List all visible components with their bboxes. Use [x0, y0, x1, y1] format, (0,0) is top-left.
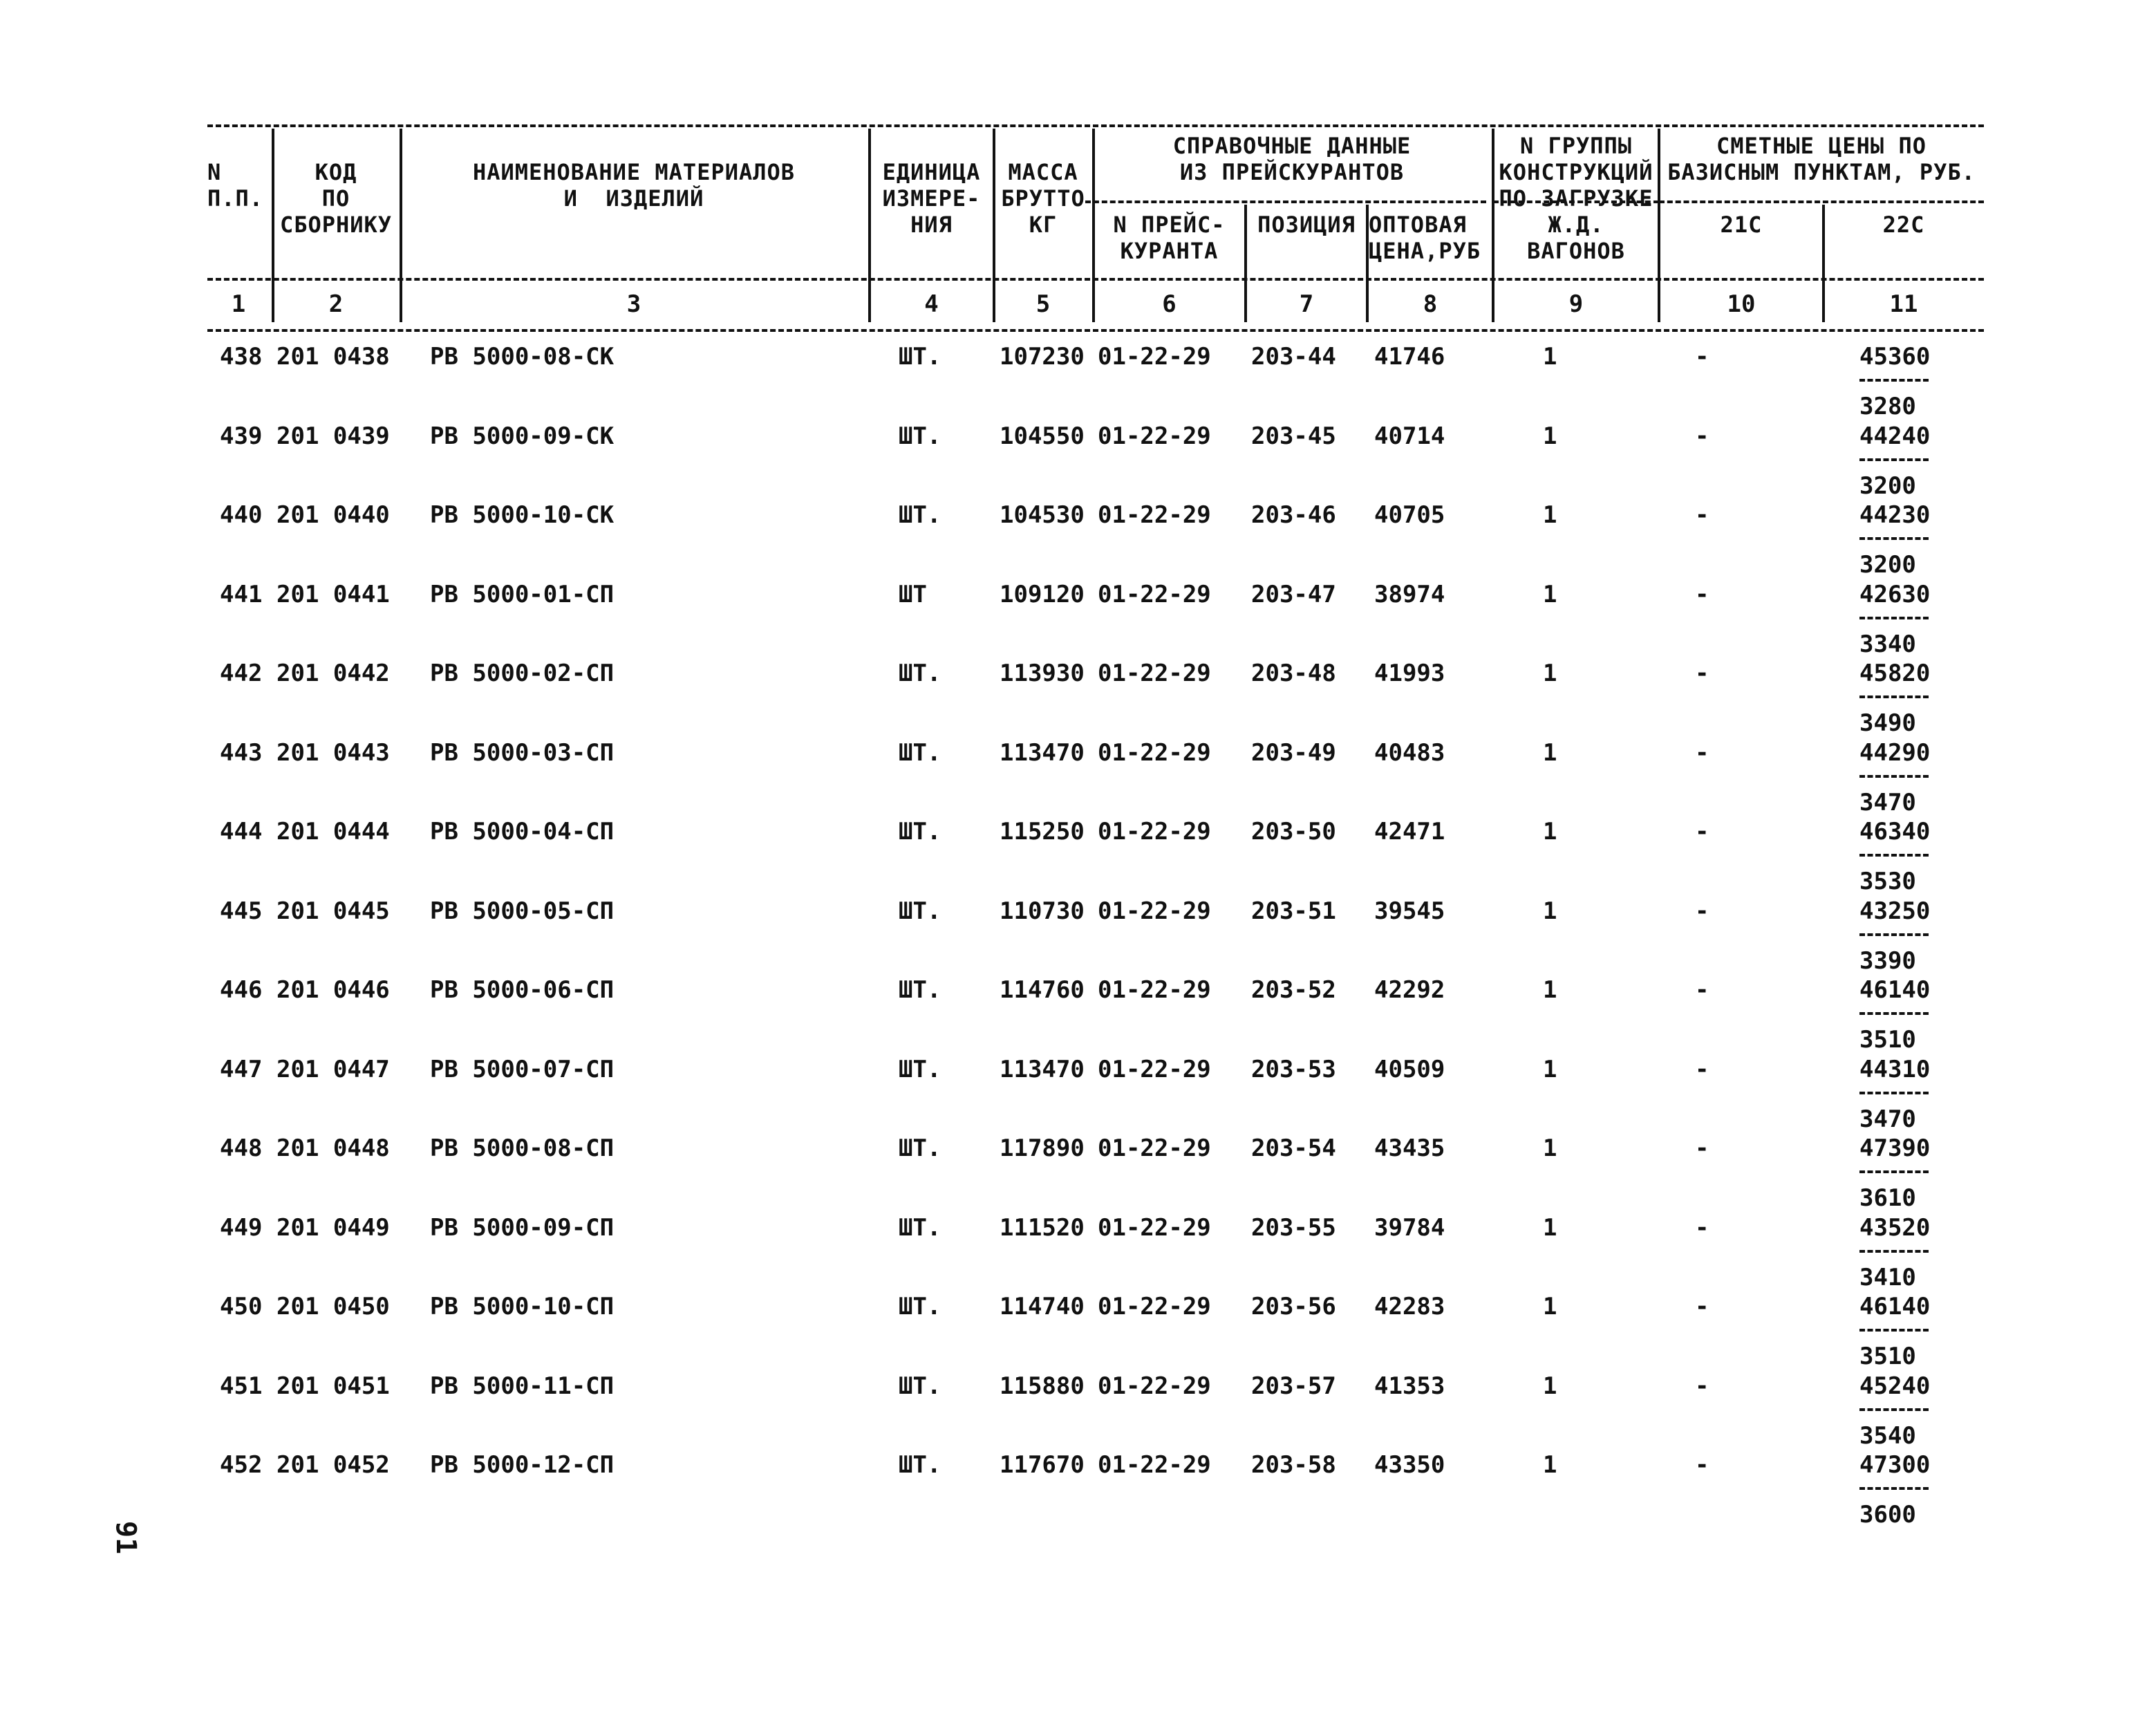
row-name: РВ 5000-06-СП [430, 976, 615, 1004]
row-price-22c-transport: 3540 [1859, 1421, 1916, 1450]
row-name: РВ 5000-10-СП [430, 1293, 615, 1320]
row-unit: ШТ. [899, 660, 941, 687]
row-group: 1 [1543, 976, 1557, 1004]
row-number: 446 [220, 976, 263, 1004]
row-number: 451 [220, 1372, 263, 1400]
row-price-22c-transport: 3200 [1859, 551, 1916, 579]
row-position: 203-52 [1251, 976, 1336, 1004]
row-group: 1 [1543, 1372, 1557, 1400]
row-price-22c: 43250 [1859, 897, 1931, 925]
row-code: 201 0442 [276, 660, 390, 687]
row-price-21c: - [1695, 976, 1709, 1004]
row-pricelist: 01-22-29 [1098, 660, 1211, 687]
row-position: 203-57 [1251, 1372, 1336, 1400]
row-pricelist: 01-22-29 [1098, 1451, 1211, 1479]
row-wholesale: 38974 [1374, 580, 1445, 608]
colnum-4: 4 [924, 290, 939, 318]
row-code: 201 0446 [276, 976, 390, 1004]
row-wholesale: 39545 [1374, 897, 1445, 925]
row-price-22c: 47390 [1859, 1134, 1931, 1162]
row-position: 203-54 [1251, 1134, 1336, 1162]
header-22c: 22С [1882, 212, 1925, 238]
row-price-22c-transport: 3600 [1859, 1501, 1916, 1529]
row-price-22c: 46140 [1859, 976, 1931, 1004]
row-position: 203-49 [1251, 738, 1336, 767]
colnum-1: 1 [231, 290, 246, 318]
row-group: 1 [1543, 343, 1557, 371]
header-mass: МАССА БРУТТО КГ [1001, 159, 1085, 238]
header-21c: 21С [1720, 212, 1763, 238]
row-price-22c-transport: 3470 [1859, 788, 1916, 816]
row-group: 1 [1543, 501, 1557, 529]
row-position: 203-50 [1251, 818, 1336, 846]
row-wholesale: 41746 [1374, 343, 1445, 371]
row-group: 1 [1543, 1293, 1557, 1320]
row-code: 201 0447 [276, 1055, 390, 1083]
row-name: РВ 5000-09-СК [430, 422, 615, 450]
price-fraction-rule [1859, 1329, 1929, 1332]
row-price-21c: - [1695, 1055, 1709, 1083]
row-name: РВ 5000-08-СК [430, 343, 615, 371]
table-row [0, 976, 2156, 1056]
colnum-2: 2 [328, 290, 344, 318]
colnum-6: 6 [1162, 290, 1177, 318]
row-group: 1 [1543, 897, 1557, 925]
row-price-21c: - [1695, 1293, 1709, 1320]
row-code: 201 0449 [276, 1213, 390, 1242]
row-unit: ШТ. [899, 897, 941, 925]
table-row [0, 343, 2156, 422]
row-number: 452 [220, 1451, 263, 1479]
row-number: 439 [220, 422, 263, 450]
row-code: 201 0445 [276, 897, 390, 925]
row-group: 1 [1543, 1134, 1557, 1162]
row-pricelist: 01-22-29 [1098, 818, 1211, 846]
price-fraction-rule [1859, 854, 1929, 857]
row-mass: 104550 [1000, 422, 1085, 450]
row-price-22c: 42630 [1859, 580, 1931, 608]
header-unit: ЕДИНИЦА ИЗМЕРЕ- НИЯ [882, 159, 981, 238]
colnum-11: 11 [1889, 290, 1918, 318]
row-group: 1 [1543, 1213, 1557, 1242]
row-group: 1 [1543, 660, 1557, 687]
row-number: 438 [220, 343, 263, 371]
table-row [0, 1056, 2156, 1135]
price-fraction-rule [1859, 379, 1929, 382]
row-number: 444 [220, 818, 263, 846]
row-unit: ШТ. [899, 1451, 941, 1479]
row-price-21c: - [1695, 1213, 1709, 1242]
colnum-7: 7 [1299, 290, 1314, 318]
colnum-9: 9 [1568, 290, 1584, 318]
row-wholesale: 40714 [1374, 422, 1445, 450]
row-position: 203-55 [1251, 1213, 1336, 1242]
row-mass: 113470 [1000, 738, 1085, 767]
row-code: 201 0444 [276, 818, 390, 846]
row-mass: 107230 [1000, 343, 1085, 371]
row-pricelist: 01-22-29 [1098, 422, 1211, 450]
row-price-22c-transport: 3390 [1859, 946, 1916, 975]
row-wholesale: 42471 [1374, 818, 1445, 846]
row-pricelist: 01-22-29 [1098, 1134, 1211, 1162]
row-code: 201 0451 [276, 1372, 390, 1400]
table-row [0, 1372, 2156, 1452]
row-price-22c-transport: 3510 [1859, 1343, 1916, 1370]
row-mass: 104530 [1000, 501, 1085, 529]
price-fraction-rule [1859, 537, 1929, 540]
header-wholesale: ОПТОВАЯ ЦЕНА,РУБ [1369, 212, 1481, 264]
row-price-22c: 46340 [1859, 818, 1931, 846]
row-wholesale: 43435 [1374, 1134, 1445, 1162]
row-number: 450 [220, 1293, 263, 1320]
row-code: 201 0438 [276, 343, 390, 371]
colnum-10: 10 [1727, 290, 1756, 318]
price-fraction-rule [1859, 1408, 1929, 1411]
row-number: 440 [220, 501, 263, 529]
colnum-bottom-rule [207, 329, 1984, 332]
header-group: N ГРУППЫ КОНСТРУКЦИЙ ПО ЗАГРУЗКЕ Ж.Д. ВАГОНОВ [1499, 133, 1653, 264]
row-price-21c: - [1695, 897, 1709, 925]
row-name: РВ 5000-10-СК [430, 501, 615, 529]
row-wholesale: 41353 [1374, 1372, 1445, 1400]
colnum-3: 3 [626, 290, 641, 318]
row-number: 449 [220, 1213, 263, 1242]
row-price-22c-transport: 3510 [1859, 1026, 1916, 1054]
row-price-22c-transport: 3610 [1859, 1184, 1916, 1212]
row-code: 201 0443 [276, 738, 390, 767]
price-fraction-rule [1859, 775, 1929, 778]
row-price-21c: - [1695, 580, 1709, 608]
row-price-21c: - [1695, 1451, 1709, 1479]
row-group: 1 [1543, 580, 1557, 608]
row-price-21c: - [1695, 422, 1709, 450]
table-row [0, 501, 2156, 581]
header-code: КОД ПО СБОРНИКУ [279, 159, 393, 238]
row-name: РВ 5000-04-СП [430, 818, 615, 846]
row-number: 448 [220, 1134, 263, 1162]
table-row [0, 660, 2156, 739]
row-pricelist: 01-22-29 [1098, 1055, 1211, 1083]
row-mass: 113930 [1000, 660, 1085, 687]
header-position: ПОЗИЦИЯ [1257, 212, 1356, 238]
row-pricelist: 01-22-29 [1098, 738, 1211, 767]
row-wholesale: 40483 [1374, 738, 1445, 767]
row-price-22c: 44310 [1859, 1055, 1931, 1083]
header-pricelist: N ПРЕЙС- КУРАНТА [1113, 212, 1226, 264]
row-name: РВ 5000-03-СП [430, 738, 615, 767]
price-fraction-rule [1859, 1250, 1929, 1253]
ref-group-rule [1085, 200, 1486, 203]
row-name: РВ 5000-05-СП [430, 897, 615, 925]
table-row [0, 1214, 2156, 1294]
row-mass: 114760 [1000, 976, 1085, 1004]
row-unit: ШТ. [899, 818, 941, 846]
price-fraction-rule [1859, 458, 1929, 461]
row-price-22c-transport: 3530 [1859, 868, 1916, 895]
row-number: 443 [220, 738, 263, 767]
row-wholesale: 40509 [1374, 1055, 1445, 1083]
row-position: 203-45 [1251, 422, 1336, 450]
row-price-22c: 44290 [1859, 738, 1931, 767]
header-n: N П.П. [207, 159, 264, 212]
row-group: 1 [1543, 738, 1557, 767]
row-unit: ШТ. [899, 738, 941, 767]
row-price-22c-transport: 3340 [1859, 630, 1916, 658]
row-price-22c: 45820 [1859, 660, 1931, 687]
row-price-22c: 45240 [1859, 1372, 1931, 1400]
price-fraction-rule [1859, 1170, 1929, 1173]
row-unit: ШТ. [899, 422, 941, 450]
row-position: 203-44 [1251, 343, 1336, 371]
row-unit: ШТ. [899, 1293, 941, 1320]
price-fraction-rule [1859, 1012, 1929, 1015]
row-price-22c-transport: 3280 [1859, 393, 1916, 420]
row-pricelist: 01-22-29 [1098, 343, 1211, 371]
row-position: 203-48 [1251, 660, 1336, 687]
row-pricelist: 01-22-29 [1098, 1293, 1211, 1320]
row-mass: 109120 [1000, 580, 1085, 608]
row-wholesale: 42292 [1374, 976, 1445, 1004]
row-name: РВ 5000-01-СП [430, 580, 615, 608]
row-name: РВ 5000-11-СП [430, 1372, 615, 1400]
row-price-22c: 44240 [1859, 422, 1931, 450]
table-row [0, 1451, 2156, 1531]
row-price-22c: 44230 [1859, 501, 1931, 529]
table-row [0, 897, 2156, 977]
row-mass: 111520 [1000, 1213, 1085, 1242]
row-price-22c-transport: 3490 [1859, 709, 1916, 737]
table-row [0, 739, 2156, 819]
price-fraction-rule [1859, 1092, 1929, 1094]
table-row [0, 1134, 2156, 1214]
row-pricelist: 01-22-29 [1098, 1372, 1211, 1400]
row-price-21c: - [1695, 660, 1709, 687]
row-price-21c: - [1695, 343, 1709, 371]
page-number: 91 [110, 1521, 142, 1555]
row-price-22c-transport: 3410 [1859, 1263, 1916, 1291]
row-pricelist: 01-22-29 [1098, 897, 1211, 925]
row-unit: ШТ [899, 580, 927, 608]
row-pricelist: 01-22-29 [1098, 580, 1211, 608]
row-number: 445 [220, 897, 263, 925]
row-number: 447 [220, 1055, 263, 1083]
row-code: 201 0450 [276, 1293, 390, 1320]
price-fraction-rule [1859, 617, 1929, 619]
price-fraction-rule [1859, 695, 1929, 698]
row-unit: ШТ. [899, 1213, 941, 1242]
row-position: 203-56 [1251, 1293, 1336, 1320]
row-pricelist: 01-22-29 [1098, 1213, 1211, 1242]
row-wholesale: 39784 [1374, 1213, 1445, 1242]
row-unit: ШТ. [899, 1134, 941, 1162]
price-fraction-rule [1859, 1487, 1929, 1490]
row-position: 203-53 [1251, 1055, 1336, 1083]
row-unit: ШТ. [899, 501, 941, 529]
row-group: 1 [1543, 1451, 1557, 1479]
table-row [0, 581, 2156, 660]
row-pricelist: 01-22-29 [1098, 501, 1211, 529]
row-position: 203-58 [1251, 1451, 1336, 1479]
row-unit: ШТ. [899, 1372, 941, 1400]
row-mass: 117890 [1000, 1134, 1085, 1162]
row-mass: 113470 [1000, 1055, 1085, 1083]
table-row [0, 422, 2156, 502]
colnum-5: 5 [1035, 290, 1051, 318]
row-position: 203-47 [1251, 580, 1336, 608]
row-price-22c: 45360 [1859, 343, 1931, 371]
row-code: 201 0440 [276, 501, 390, 529]
row-position: 203-51 [1251, 897, 1336, 925]
row-position: 203-46 [1251, 501, 1336, 529]
row-price-21c: - [1695, 501, 1709, 529]
row-unit: ШТ. [899, 976, 941, 1004]
row-group: 1 [1543, 422, 1557, 450]
row-price-22c-transport: 3200 [1859, 471, 1916, 500]
row-mass: 115880 [1000, 1372, 1085, 1400]
row-unit: ШТ. [899, 343, 941, 371]
row-price-22c: 47300 [1859, 1451, 1931, 1479]
row-mass: 114740 [1000, 1293, 1085, 1320]
row-price-22c-transport: 3470 [1859, 1105, 1916, 1133]
row-name: РВ 5000-02-СП [430, 660, 615, 687]
colnum-8: 8 [1423, 290, 1438, 318]
row-name: РВ 5000-08-СП [430, 1134, 615, 1162]
price-fraction-rule [1859, 933, 1929, 936]
row-name: РВ 5000-07-СП [430, 1055, 615, 1083]
row-pricelist: 01-22-29 [1098, 976, 1211, 1004]
row-price-21c: - [1695, 738, 1709, 767]
header-bottom-rule [207, 278, 1984, 281]
row-mass: 115250 [1000, 818, 1085, 846]
header-ref-group: СПРАВОЧНЫЕ ДАННЫЕ ИЗ ПРЕЙСКУРАНТОВ [1172, 133, 1412, 185]
row-group: 1 [1543, 1055, 1557, 1083]
row-price-21c: - [1695, 1134, 1709, 1162]
row-name: РВ 5000-09-СП [430, 1213, 615, 1242]
header-price-group: СМЕТНЫЕ ЦЕНЫ ПО БАЗИСНЫМ ПУНКТАМ, РУБ. [1667, 133, 1976, 185]
row-wholesale: 42283 [1374, 1293, 1445, 1320]
row-wholesale: 41993 [1374, 660, 1445, 687]
row-wholesale: 43350 [1374, 1451, 1445, 1479]
row-wholesale: 40705 [1374, 501, 1445, 529]
row-name: РВ 5000-12-СП [430, 1451, 615, 1479]
row-code: 201 0439 [276, 422, 390, 450]
row-unit: ШТ. [899, 1055, 941, 1083]
table-row [0, 1293, 2156, 1372]
price-group-rule [1659, 200, 1984, 203]
header-name: НАИМЕНОВАНИЕ МАТЕРИАЛОВ И ИЗДЕЛИЙ [472, 159, 796, 212]
row-group: 1 [1543, 818, 1557, 846]
row-price-21c: - [1695, 818, 1709, 846]
row-code: 201 0448 [276, 1134, 390, 1162]
row-code: 201 0441 [276, 580, 390, 608]
row-mass: 110730 [1000, 897, 1085, 925]
row-mass: 117670 [1000, 1451, 1085, 1479]
row-number: 442 [220, 660, 263, 687]
header-top-rule [207, 124, 1984, 127]
row-price-22c: 46140 [1859, 1293, 1931, 1320]
row-code: 201 0452 [276, 1451, 390, 1479]
row-price-22c: 43520 [1859, 1213, 1931, 1242]
row-number: 441 [220, 580, 263, 608]
row-price-21c: - [1695, 1372, 1709, 1400]
table-row [0, 818, 2156, 897]
